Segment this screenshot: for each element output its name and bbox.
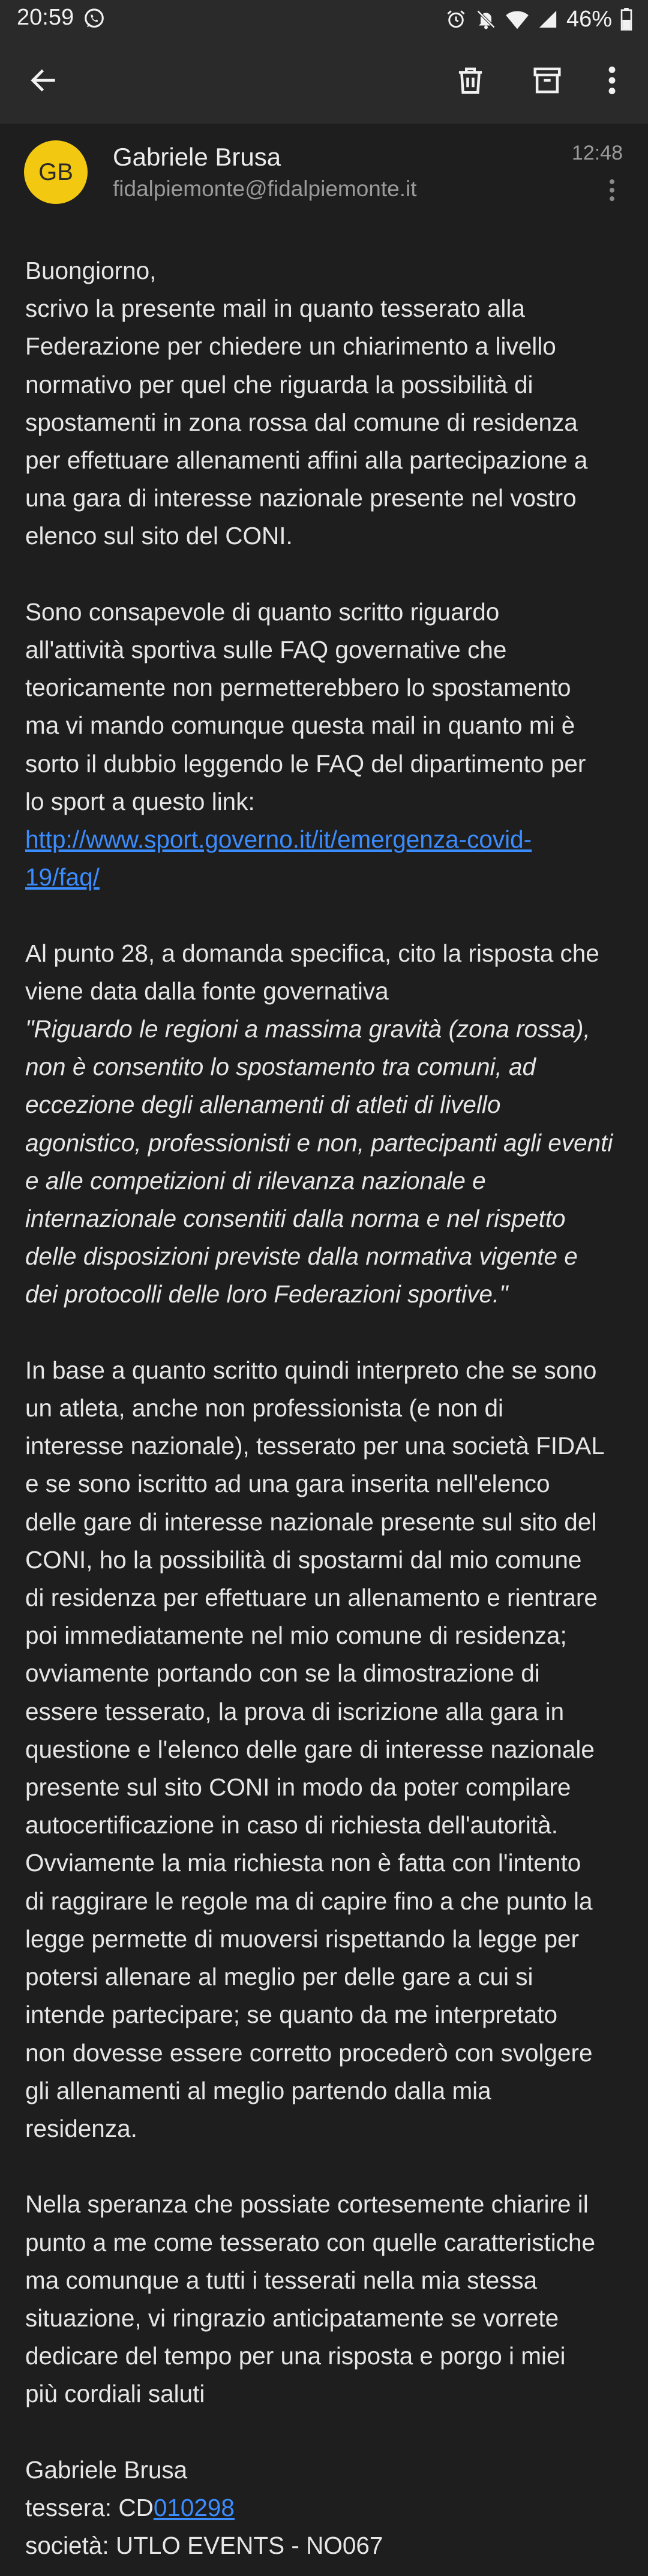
back-button[interactable] [19, 58, 67, 106]
tessera-number-link[interactable]: 010298 [153, 2493, 235, 2521]
status-bar [0, 0, 648, 40]
quoted-text: "Riguardo le regioni a massima gravità (zona rossa), [25, 1015, 590, 1043]
whatsapp-icon [83, 7, 106, 30]
message-body [25, 252, 625, 2565]
status-icons [445, 5, 632, 34]
bell-off-icon [475, 8, 497, 30]
more-vert-icon [609, 178, 615, 205]
message-header [0, 124, 648, 232]
delete-icon [454, 64, 487, 100]
signature-tessera: tessera: CD010298 [25, 2493, 235, 2521]
sender-email[interactable]: fidalpiemonte@fidalpiemonte.it [113, 176, 417, 201]
faq-link[interactable]: http://www.sport.governo.it/it/emergenza-covid- 19/faq/ [25, 825, 532, 891]
delete-button[interactable] [446, 58, 494, 106]
back-arrow-icon [28, 65, 59, 99]
more-vert-icon [608, 65, 616, 98]
sender-name[interactable]: Gabriele Brusa [113, 143, 281, 171]
signature-societa: società: UTLO EVENTS - NO067 [25, 2532, 383, 2560]
alarm-icon [445, 8, 467, 30]
archive-icon [531, 64, 563, 100]
battery-icon [620, 8, 632, 31]
app-toolbar [0, 40, 648, 124]
archive-button[interactable] [523, 58, 571, 106]
signature [25, 2451, 625, 2565]
message-time: 12:48 [571, 142, 623, 164]
more-options-button[interactable] [588, 58, 636, 106]
signature-name: Gabriele Brusa [25, 2455, 188, 2484]
status-time: 20:59 [17, 5, 74, 30]
body-paragraph-interpretation: In base a quanto scritto quindi interpreto che se sono un atleta, anche non professionista (e non di interesse nazionale), tesserato per una società FIDAL e se sono iscritto ad una gara inserita nell'elenco delle gare di interesse nazionale presente sul sito del CONI, ho la possibilità di spostarmi dal mio comune di residenza per effettuare un allenamento e rientrare poi immediatamente nel mio comune di residenza; ovviamente portando con se la dimostrazione di essere tesserato, la prova di iscrizione alla gara in questione e l'elenco delle gare di interesse nazionale presente sul sito CONI in modo da poter compilare autocertificazione in caso di richiesta dell'autorità. Ovviamente la mia richiesta non è fatta con l'intento di raggirare le regole ma di capire fino a che punto la legge permette di muoversi rispettando la legge per potersi allenare al meglio per delle gare a cui si intende partecipare; se quanto da me interpretato non dovesse essere corretto procederò con svolgere gli allenamenti al meglio partendo dalla mia residenza. [25, 1356, 605, 2142]
body-paragraph-quote: Al punto 28, a domanda specifica, cito la risposta che viene data dalla fonte governativa "Riguardo le regioni a massima gravità (zona rossa), non è consentito lo spostamento tra comuni, ad eccezione degli allenamenti di atleti di livello agonistico, professionisti e non, partecipanti agli eventi e alle competizioni di rilevanza nazionale e internazionale consentiti dalla norma e nel rispetto delle disposizioni previste dalla normativa vigente e dei protocolli delle loro Federazioni sportive." [25, 935, 625, 1314]
battery-percentage: 46% [566, 6, 612, 32]
wifi-icon [505, 8, 529, 30]
body-paragraph-greeting: Buongiorno, scrivo la presente mail in quanto tesserato alla Federazione per chiedere un chiarimento a livello normativo per quel che riguarda la possibilità di spostamenti in zona rossa dal comune di residenza per effettuare allenamenti affini alla partecipazione a una gara di interesse nazionale presente nel vostro elenco sul sito del CONI. [25, 257, 588, 550]
signal-icon [538, 9, 558, 29]
body-paragraph-faq: Sono consapevole di quanto scritto riguardo all'attività sportiva sulle FAQ governative che teoricamente non permetterebbero lo spostamento ma vi mando comunque questa mail in quanto mi è sorto il dubbio leggendo le FAQ del dipartimento per lo sport a questo link: http://www.sport.governo.it/it/emergenza-covid- 19/faq/ [25, 593, 625, 897]
body-paragraph-closing: Nella speranza che possiate cortesemente chiarire il punto a me come tesserato con quelle caratteristiche ma comunque a tutti i tesserati nella mia stessa situazione, vi ringrazio anticipatamente se vorrete dedicare del tempo per una risposta e porgo i miei più cordiali saluti [25, 2190, 596, 2408]
message-more-button[interactable] [600, 170, 624, 212]
sender-avatar[interactable]: GB [24, 140, 88, 204]
